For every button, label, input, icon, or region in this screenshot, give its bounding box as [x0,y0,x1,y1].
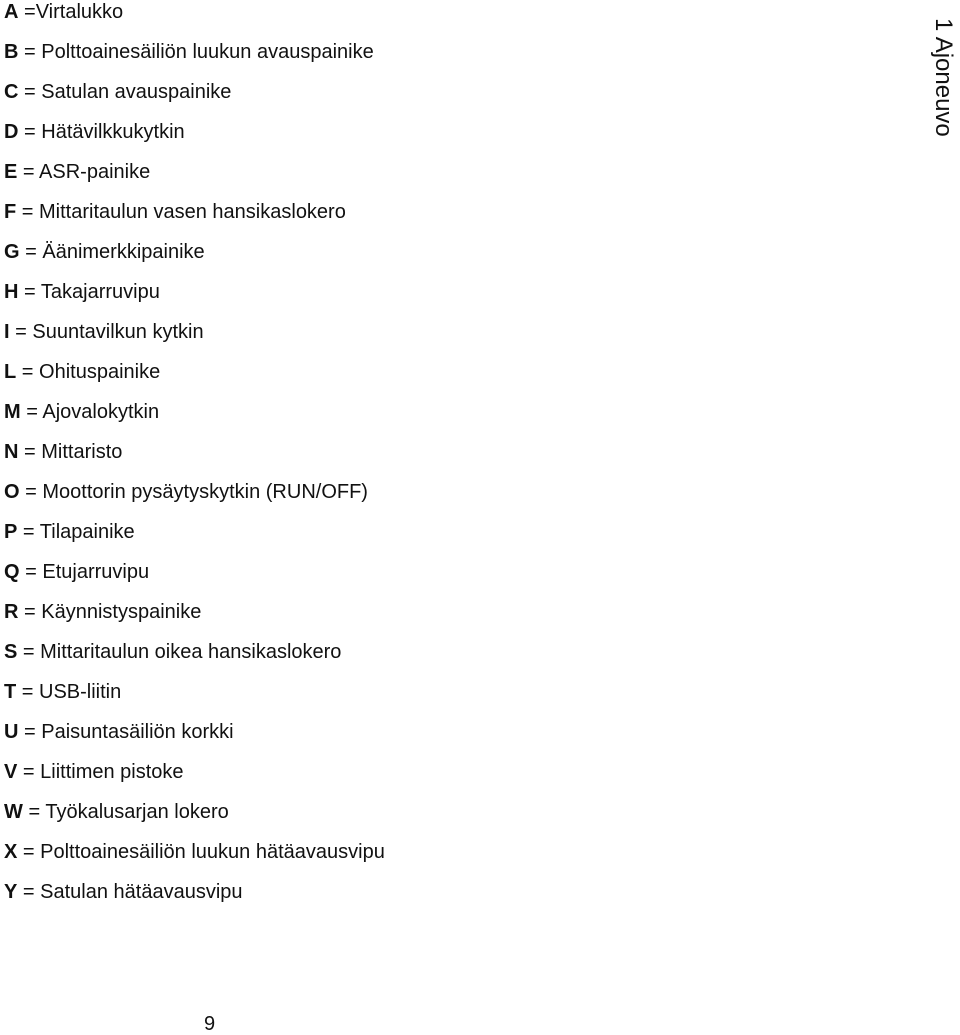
legend-key: P [4,521,18,543]
legend-description: Polttoainesäiliön luukun hätäavausvipu [40,841,385,863]
legend-key: G [4,241,20,263]
legend-item-s [4,640,385,680]
legend-description: Ohituspainike [39,361,161,383]
legend-key: V [4,761,18,783]
legend-key: I [4,321,10,343]
legend-key: C [4,81,19,103]
legend-separator: = [18,121,42,143]
legend-separator: = [9,321,33,343]
legend-description: Mittaritaulun vasen hansikaslokero [39,201,346,223]
legend-key: D [4,121,19,143]
legend-separator: = [18,1,36,23]
legend-item-x [4,840,385,880]
legend-description: Ajovalokytkin [42,401,160,423]
legend-description: Äänimerkkipainike [42,241,205,263]
legend-description: Työkalusarjan lokero [45,801,229,823]
legend-description: Tilapainike [39,521,135,543]
legend-key: T [4,681,17,703]
legend-separator: = [17,841,41,863]
legend-key: B [4,41,19,63]
component-legend-list [4,0,385,920]
legend-separator: = [22,801,46,823]
legend-description: Suuntavilkun kytkin [32,321,204,343]
legend-description: Etujarruvipu [42,561,150,583]
legend-description: Hätävilkkukytkin [41,121,185,143]
legend-item-g [4,240,385,280]
legend-separator: = [18,281,41,303]
legend-description: Käynnistyspainike [41,601,202,623]
legend-item-f [4,200,385,240]
legend-key: X [4,841,18,863]
legend-key: S [4,641,18,663]
legend-item-n [4,440,385,480]
legend-separator: = [19,561,43,583]
legend-separator: = [17,761,41,783]
legend-item-m [4,400,385,440]
legend-item-o [4,480,385,520]
legend-description: ASR-painike [39,161,151,183]
section-tab [910,0,960,170]
legend-description: Paisuntasäiliön korkki [41,721,234,743]
legend-item-a [4,0,385,40]
legend-separator: = [16,201,40,223]
legend-description: USB-liitin [39,681,122,703]
legend-key: Q [4,561,20,583]
legend-key: U [4,721,19,743]
legend-separator: = [17,521,40,543]
legend-item-p [4,520,385,560]
legend-separator: = [19,481,43,503]
legend-description: Polttoainesäiliön luukun avauspainike [41,41,374,63]
legend-description: Mittaristo [41,441,123,463]
legend-item-u [4,720,385,760]
legend-item-w [4,800,385,840]
legend-item-d [4,120,385,160]
legend-item-c [4,80,385,120]
legend-key: W [4,801,23,823]
legend-separator: = [16,361,40,383]
legend-item-v [4,760,385,800]
legend-key: M [4,401,21,423]
legend-separator: = [17,881,41,903]
legend-item-e [4,160,385,200]
legend-item-i [4,320,385,360]
legend-item-t [4,680,385,720]
legend-description: Liittimen pistoke [40,761,184,783]
legend-separator: = [18,721,42,743]
legend-description: Mittaritaulun oikea hansikaslokero [40,641,342,663]
legend-item-l [4,360,385,400]
legend-separator: = [18,601,42,623]
legend-description: Satulan hätäavausvipu [40,881,243,903]
legend-item-y [4,880,385,920]
legend-item-b [4,40,385,80]
legend-separator: = [18,441,42,463]
legend-description: Satulan avauspainike [41,81,232,103]
legend-item-h [4,280,385,320]
legend-separator: = [16,681,40,703]
legend-key: N [4,441,19,463]
legend-key: O [4,481,20,503]
legend-key: L [4,361,17,383]
legend-description: Moottorin pysäytyskytkin (RUN/OFF) [42,481,368,503]
legend-key: R [4,601,19,623]
legend-key: Y [4,881,18,903]
legend-item-r [4,600,385,640]
legend-separator: = [17,641,41,663]
legend-description: Virtalukko [35,1,124,23]
legend-separator: = [20,401,43,423]
legend-key: A [4,1,19,23]
legend-description: Takajarruvipu [40,281,160,303]
legend-separator: = [19,241,43,263]
legend-item-q [4,560,385,600]
legend-key: F [4,201,17,223]
legend-separator: = [18,41,42,63]
legend-key: H [4,281,19,303]
legend-separator: = [18,81,42,103]
page-number: 9 [204,1013,216,1035]
section-label: 1 Ajoneuvo [930,18,957,137]
legend-separator: = [17,161,40,183]
legend-key: E [4,161,18,183]
